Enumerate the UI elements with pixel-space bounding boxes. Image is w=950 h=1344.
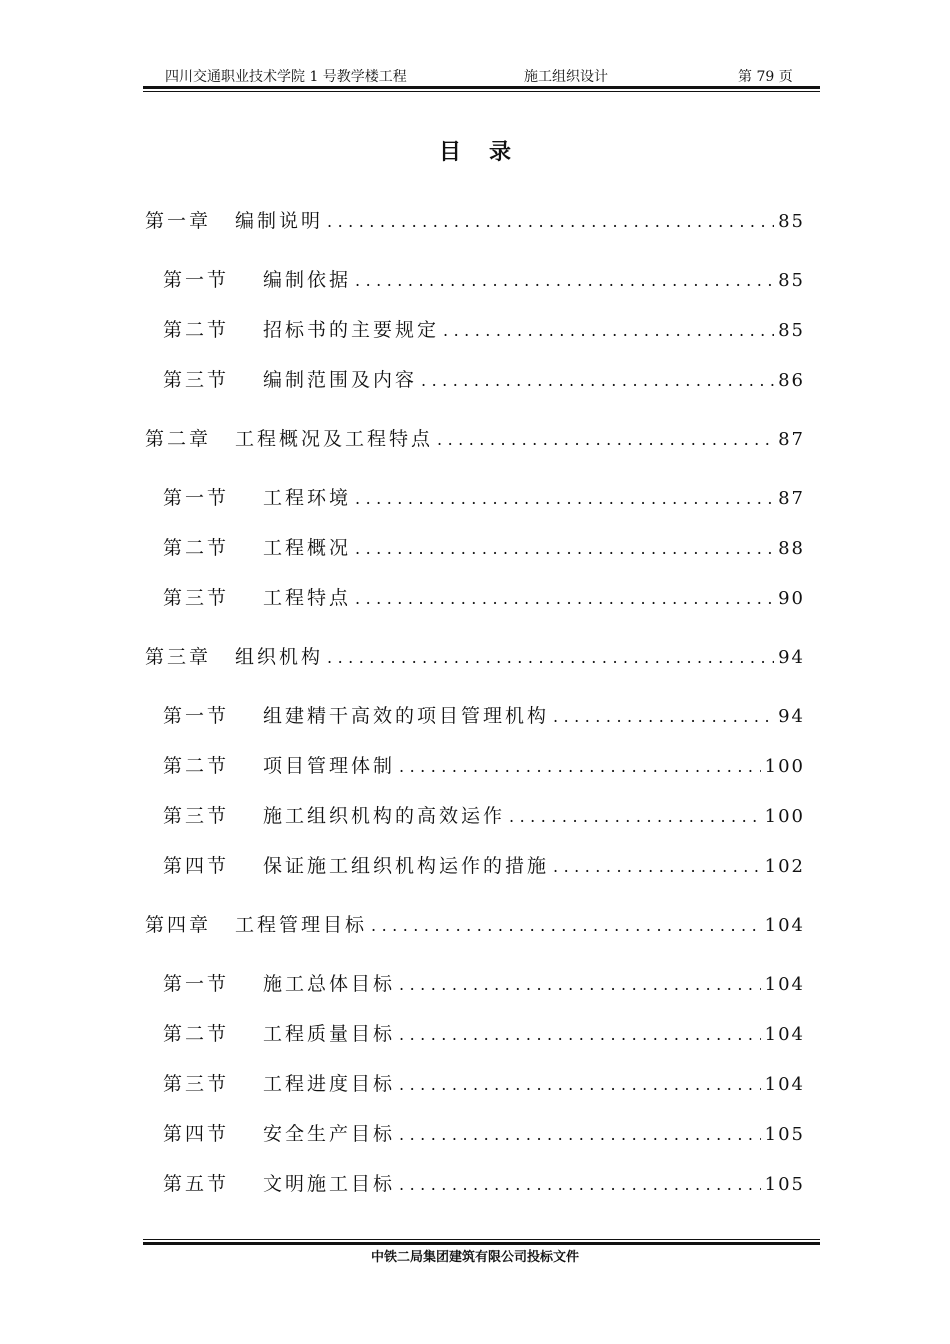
toc-entry-page: 94 [778,706,805,727]
toc-entry-number: 第二章 [145,428,212,450]
toc-entry-number: 第四章 [145,914,212,936]
toc-entry-title: 安全生产目标 [263,1123,396,1145]
toc-dot-leader [437,430,774,449]
toc-entry-number: 第一节 [163,973,230,995]
toc-entry-page: 94 [778,647,805,668]
toc-section-entry[interactable] [163,851,805,877]
footer-rule-thick [143,1242,820,1245]
toc-entry-title: 组织机构 [235,646,324,668]
toc-section-entry[interactable] [163,801,805,827]
toc-entry-title: 工程进度目标 [263,1073,396,1095]
toc-section-entry[interactable] [163,969,805,995]
toc-entry-number: 第三节 [163,587,230,609]
toc-chapter-entry[interactable] [145,642,805,668]
toc-chapter-entry[interactable] [145,206,805,232]
toc-dot-leader [327,212,774,231]
toc-entry-page: 88 [778,538,805,559]
toc-entry-page: 85 [778,320,805,341]
toc-entry-title: 工程概况及工程特点 [235,428,434,450]
header-project: 四川交通职业技术学院 1 号教学楼工程 [165,69,407,85]
toc-entry-number: 第二节 [163,319,230,341]
toc-dot-leader [399,975,761,994]
toc-dot-leader [421,371,774,390]
toc-dot-leader [399,1175,761,1194]
toc-entry-page: 104 [764,1074,805,1095]
toc-entry-title: 项目管理体制 [263,755,396,777]
toc-entry-title: 工程特点 [263,587,352,609]
toc-entry-page: 87 [778,429,805,450]
toc-entry-title: 编制依据 [263,269,352,291]
toc-entry-page: 85 [778,270,805,291]
toc-chapter-entry[interactable] [145,910,805,936]
toc-entry-title: 工程概况 [263,537,352,559]
toc-dot-leader [355,489,774,508]
toc-entry-number: 第一节 [163,269,230,291]
toc-entry-page: 87 [778,488,805,509]
toc-dot-leader [355,589,774,608]
toc-section-entry[interactable] [163,583,805,609]
toc-dot-leader [327,648,774,667]
toc-entry-page: 105 [764,1174,805,1195]
toc-entry-page: 90 [778,588,805,609]
footer-rule-thin [143,1239,820,1240]
toc-entry-page: 105 [764,1124,805,1145]
toc-entry-title: 工程环境 [263,487,352,509]
toc-entry-number: 第三节 [163,369,230,391]
toc-entry-title: 工程管理目标 [235,914,368,936]
toc-entry-number: 第四节 [163,1123,230,1145]
toc-entry-number: 第二节 [163,537,230,559]
toc-entry-number: 第三节 [163,805,230,827]
toc-entry-title: 招标书的主要规定 [263,319,440,341]
header-page-number: 第 79 页 [738,69,793,85]
toc-dot-leader [399,1125,761,1144]
toc-section-entry[interactable] [163,751,805,777]
toc-entry-title: 文明施工目标 [263,1173,396,1195]
toc-chapter-entry[interactable] [145,424,805,450]
header-doc-type: 施工组织设计 [524,69,608,85]
toc-section-entry[interactable] [163,701,805,727]
toc-entry-page: 85 [778,211,805,232]
toc-entry-page: 100 [764,806,805,827]
toc-entry-title: 工程质量目标 [263,1023,396,1045]
toc-entry-number: 第一章 [145,210,212,232]
toc-entry-page: 100 [764,756,805,777]
toc-entry-page: 104 [764,974,805,995]
toc-section-entry[interactable] [163,365,805,391]
toc-entry-number: 第三节 [163,1073,230,1095]
toc-section-entry[interactable] [163,315,805,341]
toc-dot-leader [399,757,761,776]
toc-section-entry[interactable] [163,483,805,509]
toc-dot-leader [355,539,774,558]
toc-entry-title: 编制说明 [235,210,324,232]
toc-entry-number: 第一节 [163,705,230,727]
toc-entry-page: 102 [764,856,805,877]
toc-dot-leader [399,1025,761,1044]
toc-dot-leader [509,807,761,826]
toc-dot-leader [371,916,761,935]
toc-section-entry[interactable] [163,533,805,559]
toc-title: 目录 [438,139,539,165]
toc-entry-number: 第一节 [163,487,230,509]
page-footer: 中铁二局集团建筑有限公司投标文件 [370,1250,579,1265]
toc-entry-number: 第二节 [163,1023,230,1045]
toc-entry-number: 第四节 [163,855,230,877]
toc-dot-leader [443,321,774,340]
toc-section-entry[interactable] [163,1169,805,1195]
toc-dot-leader [553,857,761,876]
toc-entry-title: 组建精干高效的项目管理机构 [263,705,550,727]
toc-entry-title: 保证施工组织机构运作的措施 [263,855,550,877]
toc-dot-leader [553,707,774,726]
toc-entry-title: 施工组织机构的高效运作 [263,805,506,827]
toc-section-entry[interactable] [163,1119,805,1145]
toc-entry-number: 第五节 [163,1173,230,1195]
toc-section-entry[interactable] [163,1019,805,1045]
toc-section-entry[interactable] [163,265,805,291]
toc-entry-page: 86 [778,370,805,391]
toc-entry-page: 104 [764,1024,805,1045]
toc-entry-title: 施工总体目标 [263,973,396,995]
toc-entry-title: 编制范围及内容 [263,369,418,391]
toc-dot-leader [399,1075,761,1094]
toc-entry-number: 第三章 [145,646,212,668]
toc-entry-number: 第二节 [163,755,230,777]
toc-entry-page: 104 [764,915,805,936]
toc-section-entry[interactable] [163,1069,805,1095]
toc-dot-leader [355,271,774,290]
